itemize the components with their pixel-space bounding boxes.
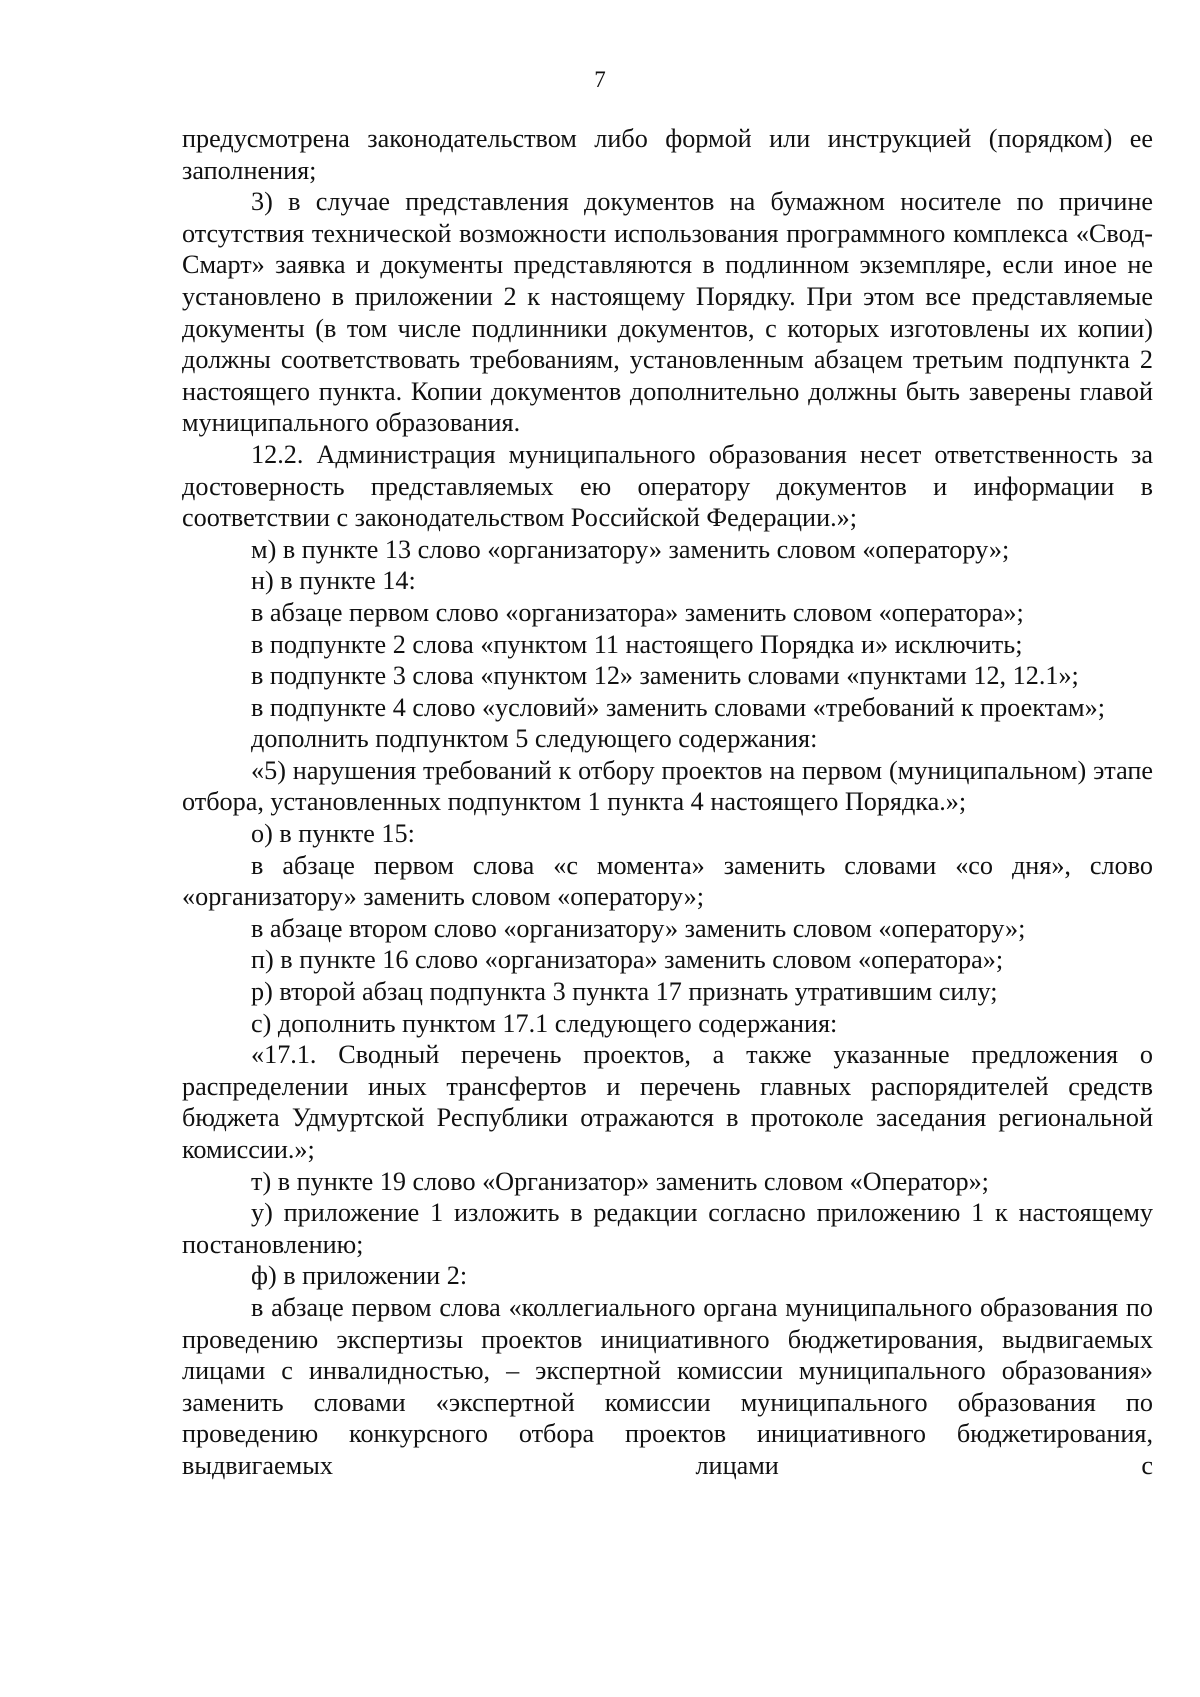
paragraph: 12.2. Администрация муниципального образования несет ответственность за достоверность представляемых ею оператору документов и информации в соответствии с законодательством Российской Федерации.»; — [182, 439, 1153, 533]
paragraph: в абзаце втором слово «организатору» заменить словом «оператору»; — [251, 913, 1026, 943]
paragraph: предусмотрена законодательством либо формой или инструкцией (порядком) ее заполнения; — [182, 124, 1153, 185]
paragraph: р) второй абзац подпункта 3 пункта 17 признать утратившим силу; — [251, 977, 998, 1007]
paragraph: о) в пункте 15: — [251, 819, 415, 849]
paragraph: в абзаце первом слова «с момента» заменить словами «со дня», слово «организатору» заменить словом «оператору»; — [182, 850, 1153, 912]
paragraph: с) дополнить пунктом 17.1 следующего содержания: — [251, 1008, 838, 1038]
paragraph: «17.1. Сводный перечень проектов, а также указанные предложения о распределении иных трансфертов и перечень главных распорядителей средств бюджета Удмуртской Республики отражаются в протоколе заседания региональной комиссии.»; — [182, 1040, 1153, 1164]
paragraph: н) в пункте 14: — [251, 566, 416, 596]
paragraph: т) в пункте 19 слово «Организатор» заменить словом «Оператор»; — [251, 1166, 989, 1196]
paragraph: ф) в приложении 2: — [251, 1261, 468, 1291]
paragraph: в абзаце первом слово «организатора» заменить словом «оператора»; — [251, 597, 1024, 627]
paragraph: в подпункте 2 слова «пунктом 11 настоящего Порядка и» исключить; — [251, 629, 1023, 659]
paragraph: 3) в случае представления документов на бумажном носителе по причине отсутствия технической возможности использования программного комплекса «Свод-Смарт» заявка и документы представляются в подлинном экземпляре, если иное не установлено в приложении 2 к настоящему Порядку. При этом все представляемые документы (в том числе подлинники документов, с которых изготовлены их копии) должны соответствовать требованиям, установленным абзацем третьим подпункта 2 настоящего пункта. Копии документов дополнительно должны быть заверены главой муниципального образования. — [182, 187, 1153, 438]
page-number: 7 — [594, 67, 606, 92]
paragraph: дополнить подпунктом 5 следующего содержания: — [251, 724, 818, 754]
paragraph: м) в пункте 13 слово «организатору» заменить словом «оператору»; — [251, 534, 1010, 564]
paragraph: п) в пункте 16 слово «организатора» заменить словом «оператора»; — [251, 945, 1004, 975]
paragraph: в подпункте 4 слово «условий» заменить словами «требований к проектам»; — [251, 692, 1105, 722]
paragraph: «5) нарушения требований к отбору проектов на первом (муниципальном) этапе отбора, установленных подпунктом 1 пункта 4 настоящего Порядка.»; — [182, 755, 1153, 817]
paragraph: в подпункте 3 слова «пунктом 12» заменить словами «пунктами 12, 12.1»; — [251, 661, 1079, 691]
paragraph: в абзаце первом слова «коллегиального органа муниципального образования по проведению экспертизы проектов инициативного бюджетирования, выдвигаемых лицами с инвалидностью, – экспертной комиссии муниципального образования» заменить словами «экспертной комиссии муниципального образования по проведению конкурсного отбора проектов инициативного бюджетирования, выдвигаемых лицами с — [182, 1292, 1153, 1480]
paragraph: у) приложение 1 изложить в редакции согласно приложению 1 к настоящему постановлению; — [182, 1198, 1153, 1259]
document-body — [182, 123, 1153, 1482]
